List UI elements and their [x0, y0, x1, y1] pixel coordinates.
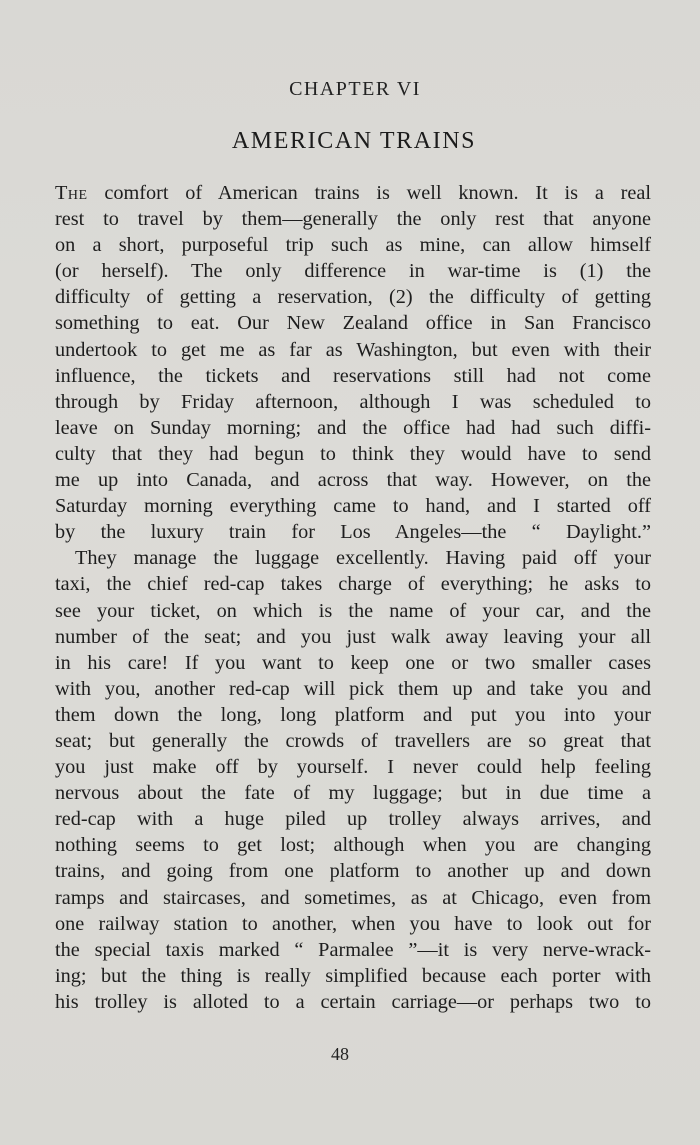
text-line: number of the seat; and you just walk away leaving your all — [55, 625, 651, 648]
text-line: me up into Canada, and across that way. However, on the — [55, 469, 651, 492]
text-line: rest to travel by them—generally the only rest that anyone — [55, 208, 651, 231]
text-line: undertook to get me as far as Washington, but even with their — [55, 338, 651, 361]
text-line: nothing seems to get lost; although when you are changing — [55, 834, 651, 857]
text-line: Saturday morning everything came to hand, and I started off — [55, 495, 651, 518]
text-line: something to eat. Our New Zealand office in San Francisco — [55, 312, 651, 335]
text-line: (or herself). The only difference in war-time is (1) the — [55, 260, 651, 283]
text-line — [55, 180, 651, 206]
text-line: taxi, the chief red-cap takes charge of everything; he asks to — [55, 573, 651, 596]
lead-word: The — [55, 182, 88, 204]
text-line: one railway station to another, when you have to look out for — [55, 912, 651, 935]
body-text — [55, 180, 651, 1015]
paragraph-2 — [55, 545, 651, 1015]
text-line: them down the long, long platform and put you into your — [55, 703, 651, 726]
text-line: trains, and going from one platform to another up and down — [55, 860, 651, 883]
text-line: difficulty of getting a reservation, (2) the difficulty of getting — [55, 286, 651, 309]
paragraph-1 — [55, 180, 651, 545]
text-line: you just make off by yourself. I never could help feeling — [55, 756, 651, 779]
page-number: 48 — [331, 1044, 349, 1064]
text-line: through by Friday afternoon, although I was scheduled to — [55, 390, 651, 413]
text-line: with you, another red-cap will pick them up and take you and — [55, 677, 651, 700]
text-line: leave on Sunday morning; and the office had had such diffi- — [55, 416, 651, 439]
text-line: They manage the luggage excellently. Having paid off your — [75, 547, 651, 570]
chapter-title: AMERICAN TRAINS — [231, 128, 477, 154]
text-line: the special taxis marked “ Parmalee ”—it is very nerve-wrack- — [55, 938, 651, 961]
line-text: comfort of American trains is well known. It is a real — [104, 182, 651, 204]
text-line: by the luxury train for Los Angeles—the “ Daylight.” — [55, 521, 651, 544]
text-line: seat; but generally the crowds of travellers are so great that — [55, 729, 651, 752]
text-line: influence, the tickets and reservations still had not come — [55, 364, 651, 387]
text-line: nervous about the fate of my luggage; but in due time a — [55, 782, 651, 805]
text-line: ing; but the thing is really simplified because each porter with — [55, 964, 651, 987]
text-line: on a short, purposeful trip such as mine, can allow himself — [55, 234, 651, 257]
text-line: ramps and staircases, and sometimes, as at Chicago, even from — [55, 886, 651, 909]
text-line: red-cap with a huge piled up trolley always arrives, and — [55, 808, 651, 831]
text-line: his trolley is alloted to a certain carriage—or perhaps two to — [55, 990, 651, 1013]
text-line: see your ticket, on which is the name of your car, and the — [55, 599, 651, 622]
text-line: in his care! If you want to keep one or two smaller cases — [55, 651, 651, 674]
text-line: culty that they had begun to think they would have to send — [55, 442, 651, 465]
chapter-heading: CHAPTER VI — [289, 78, 421, 100]
